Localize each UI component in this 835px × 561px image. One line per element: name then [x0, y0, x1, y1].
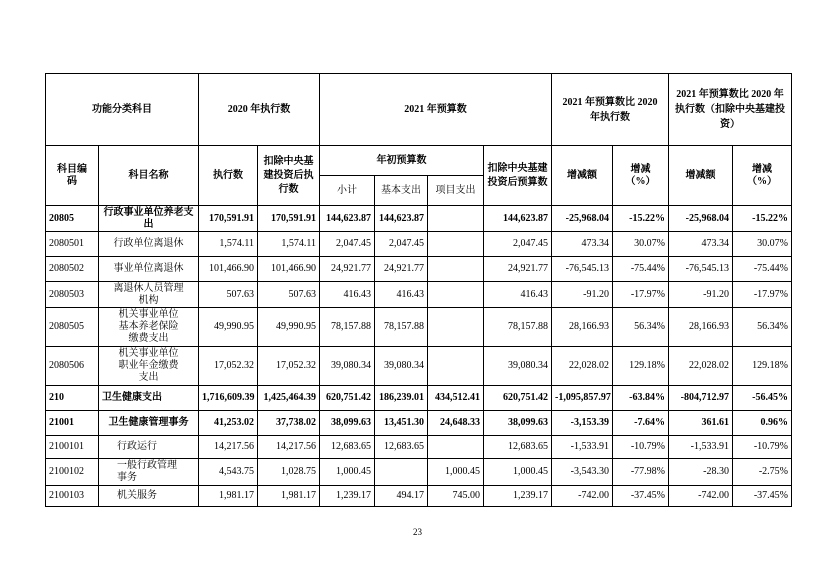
row-exec-excl: 507.63	[258, 282, 320, 308]
row-pct-2: -10.79%	[733, 436, 792, 459]
row-budget-excl: 2,047.45	[484, 232, 552, 257]
row-subtotal: 24,921.77	[320, 257, 375, 282]
row-budget-excl: 416.43	[484, 282, 552, 308]
header-compare-2020-excl: 2021 年预算数比 2020 年执行数（扣除中央基建投资）	[669, 74, 792, 146]
row-code: 2100103	[46, 486, 99, 507]
table-row	[46, 386, 792, 411]
row-exec: 1,716,609.39	[199, 386, 258, 411]
header-name: 科目名称	[99, 146, 199, 206]
row-code: 2080503	[46, 282, 99, 308]
row-exec-excl: 1,981.17	[258, 486, 320, 507]
header-change-2: 增减额	[669, 146, 733, 206]
row-name: 行政运行	[99, 436, 199, 459]
row-budget-excl: 38,099.63	[484, 411, 552, 436]
row-pct-2: 56.34%	[733, 308, 792, 347]
row-exec: 4,543.75	[199, 459, 258, 486]
row-change-2: -742.00	[669, 486, 733, 507]
row-name: 一般行政管理事务	[99, 459, 199, 486]
row-project: 1,000.45	[428, 459, 484, 486]
row-subtotal: 2,047.45	[320, 232, 375, 257]
row-pct-1: -15.22%	[613, 206, 669, 232]
row-change-2: -1,533.91	[669, 436, 733, 459]
row-change-1: -742.00	[552, 486, 613, 507]
table-row	[46, 232, 792, 257]
header-budget-2021: 2021 年预算数	[320, 74, 552, 146]
row-pct-2: -75.44%	[733, 257, 792, 282]
row-pct-1: -63.84%	[613, 386, 669, 411]
row-change-1: -3,543.30	[552, 459, 613, 486]
row-code: 2080502	[46, 257, 99, 282]
row-change-2: 22,028.02	[669, 347, 733, 386]
row-budget-excl: 39,080.34	[484, 347, 552, 386]
row-code: 21001	[46, 411, 99, 436]
header-compare-2020: 2021 年预算数比 2020 年执行数	[552, 74, 669, 146]
row-exec-excl: 101,466.90	[258, 257, 320, 282]
row-code: 210	[46, 386, 99, 411]
header-exec: 执行数	[199, 146, 258, 206]
row-budget-excl: 12,683.65	[484, 436, 552, 459]
row-change-1: -1,533.91	[552, 436, 613, 459]
row-pct-2: -56.45%	[733, 386, 792, 411]
table-row	[46, 411, 792, 436]
row-project	[428, 282, 484, 308]
row-exec-excl: 14,217.56	[258, 436, 320, 459]
row-code: 2080506	[46, 347, 99, 386]
row-basic: 13,451.30	[375, 411, 428, 436]
row-exec: 101,466.90	[199, 257, 258, 282]
row-change-2: -804,712.97	[669, 386, 733, 411]
row-change-1: -76,545.13	[552, 257, 613, 282]
row-change-1: 28,166.93	[552, 308, 613, 347]
row-code: 20805	[46, 206, 99, 232]
table-row	[46, 206, 792, 232]
row-exec-excl: 17,052.32	[258, 347, 320, 386]
row-budget-excl: 24,921.77	[484, 257, 552, 282]
row-subtotal: 1,000.45	[320, 459, 375, 486]
row-basic: 39,080.34	[375, 347, 428, 386]
row-basic: 24,921.77	[375, 257, 428, 282]
row-basic: 416.43	[375, 282, 428, 308]
row-exec: 1,981.17	[199, 486, 258, 507]
table-row	[46, 436, 792, 459]
row-exec-excl: 170,591.91	[258, 206, 320, 232]
row-change-2: -91.20	[669, 282, 733, 308]
row-subtotal: 39,080.34	[320, 347, 375, 386]
row-code: 2100102	[46, 459, 99, 486]
row-name: 离退休人员管理机构	[99, 282, 199, 308]
row-pct-1: -37.45%	[613, 486, 669, 507]
row-pct-2: 129.18%	[733, 347, 792, 386]
row-name: 卫生健康管理事务	[99, 411, 199, 436]
row-project	[428, 436, 484, 459]
header-budget-excl: 扣除中央基建投资后预算数	[484, 146, 552, 206]
row-exec-excl: 1,425,464.39	[258, 386, 320, 411]
table-row	[46, 282, 792, 308]
header-subtotal: 小计	[320, 176, 375, 206]
row-change-1: -1,095,857.97	[552, 386, 613, 411]
row-code: 2100101	[46, 436, 99, 459]
row-code: 2080505	[46, 308, 99, 347]
row-subtotal: 12,683.65	[320, 436, 375, 459]
row-exec-excl: 1,028.75	[258, 459, 320, 486]
header-project: 项目支出	[428, 176, 484, 206]
header-code: 科目编码	[46, 146, 99, 206]
row-project	[428, 232, 484, 257]
row-budget-excl: 620,751.42	[484, 386, 552, 411]
row-project: 434,512.41	[428, 386, 484, 411]
header-initial-budget: 年初预算数	[320, 146, 484, 176]
header-exec-2020: 2020 年执行数	[199, 74, 320, 146]
header-func-category: 功能分类科目	[46, 74, 199, 146]
row-project	[428, 257, 484, 282]
header-exec-excl: 扣除中央基建投资后执行数	[258, 146, 320, 206]
row-pct-1: -10.79%	[613, 436, 669, 459]
row-project	[428, 206, 484, 232]
row-subtotal: 38,099.63	[320, 411, 375, 436]
row-pct-1: -7.64%	[613, 411, 669, 436]
row-name: 行政单位离退休	[99, 232, 199, 257]
row-name: 事业单位离退休	[99, 257, 199, 282]
row-project: 24,648.33	[428, 411, 484, 436]
table-row	[46, 459, 792, 486]
row-subtotal: 416.43	[320, 282, 375, 308]
row-exec: 1,574.11	[199, 232, 258, 257]
header-change-1: 增减额	[552, 146, 613, 206]
row-change-2: -76,545.13	[669, 257, 733, 282]
row-exec: 49,990.95	[199, 308, 258, 347]
row-subtotal: 620,751.42	[320, 386, 375, 411]
row-exec: 17,052.32	[199, 347, 258, 386]
row-pct-2: 0.96%	[733, 411, 792, 436]
row-pct-1: -75.44%	[613, 257, 669, 282]
row-project: 745.00	[428, 486, 484, 507]
table-row	[46, 308, 792, 347]
table-row	[46, 347, 792, 386]
row-budget-excl: 1,239.17	[484, 486, 552, 507]
row-change-1: 22,028.02	[552, 347, 613, 386]
row-pct-1: 30.07%	[613, 232, 669, 257]
row-exec-excl: 1,574.11	[258, 232, 320, 257]
row-name: 机关服务	[99, 486, 199, 507]
table-row	[46, 257, 792, 282]
row-exec: 14,217.56	[199, 436, 258, 459]
row-code: 2080501	[46, 232, 99, 257]
row-subtotal: 1,239.17	[320, 486, 375, 507]
row-change-1: -91.20	[552, 282, 613, 308]
row-change-2: 473.34	[669, 232, 733, 257]
budget-table	[45, 73, 792, 507]
row-budget-excl: 78,157.88	[484, 308, 552, 347]
row-pct-1: -17.97%	[613, 282, 669, 308]
row-change-1: -3,153.39	[552, 411, 613, 436]
row-pct-1: 56.34%	[613, 308, 669, 347]
table-row	[46, 486, 792, 507]
row-name: 行政事业单位养老支出	[99, 206, 199, 232]
row-budget-excl: 144,623.87	[484, 206, 552, 232]
header-row-2	[46, 146, 792, 176]
row-change-2: 361.61	[669, 411, 733, 436]
row-pct-2: -37.45%	[733, 486, 792, 507]
row-pct-2: -2.75%	[733, 459, 792, 486]
row-project	[428, 347, 484, 386]
page-number: 23	[413, 527, 422, 537]
row-exec: 41,253.02	[199, 411, 258, 436]
header-basic: 基本支出	[375, 176, 428, 206]
row-pct-2: 30.07%	[733, 232, 792, 257]
row-basic: 12,683.65	[375, 436, 428, 459]
row-change-2: -25,968.04	[669, 206, 733, 232]
row-exec-excl: 37,738.02	[258, 411, 320, 436]
row-exec: 507.63	[199, 282, 258, 308]
row-change-1: 473.34	[552, 232, 613, 257]
row-change-1: -25,968.04	[552, 206, 613, 232]
row-basic	[375, 459, 428, 486]
row-exec-excl: 49,990.95	[258, 308, 320, 347]
header-pct-1: 增减（%）	[613, 146, 669, 206]
row-pct-1: 129.18%	[613, 347, 669, 386]
row-basic: 494.17	[375, 486, 428, 507]
row-name: 机关事业单位职业年金缴费支出	[99, 347, 199, 386]
header-pct-2: 增减（%）	[733, 146, 792, 206]
row-subtotal: 144,623.87	[320, 206, 375, 232]
row-project	[428, 308, 484, 347]
row-basic: 78,157.88	[375, 308, 428, 347]
row-pct-2: -15.22%	[733, 206, 792, 232]
row-name: 机关事业单位基本养老保险缴费支出	[99, 308, 199, 347]
row-change-2: 28,166.93	[669, 308, 733, 347]
row-basic: 144,623.87	[375, 206, 428, 232]
row-pct-2: -17.97%	[733, 282, 792, 308]
row-exec: 170,591.91	[199, 206, 258, 232]
header-row-1	[46, 74, 792, 146]
row-basic: 186,239.01	[375, 386, 428, 411]
row-subtotal: 78,157.88	[320, 308, 375, 347]
row-name: 卫生健康支出	[99, 386, 199, 411]
row-budget-excl: 1,000.45	[484, 459, 552, 486]
row-basic: 2,047.45	[375, 232, 428, 257]
row-pct-1: -77.98%	[613, 459, 669, 486]
row-change-2: -28.30	[669, 459, 733, 486]
